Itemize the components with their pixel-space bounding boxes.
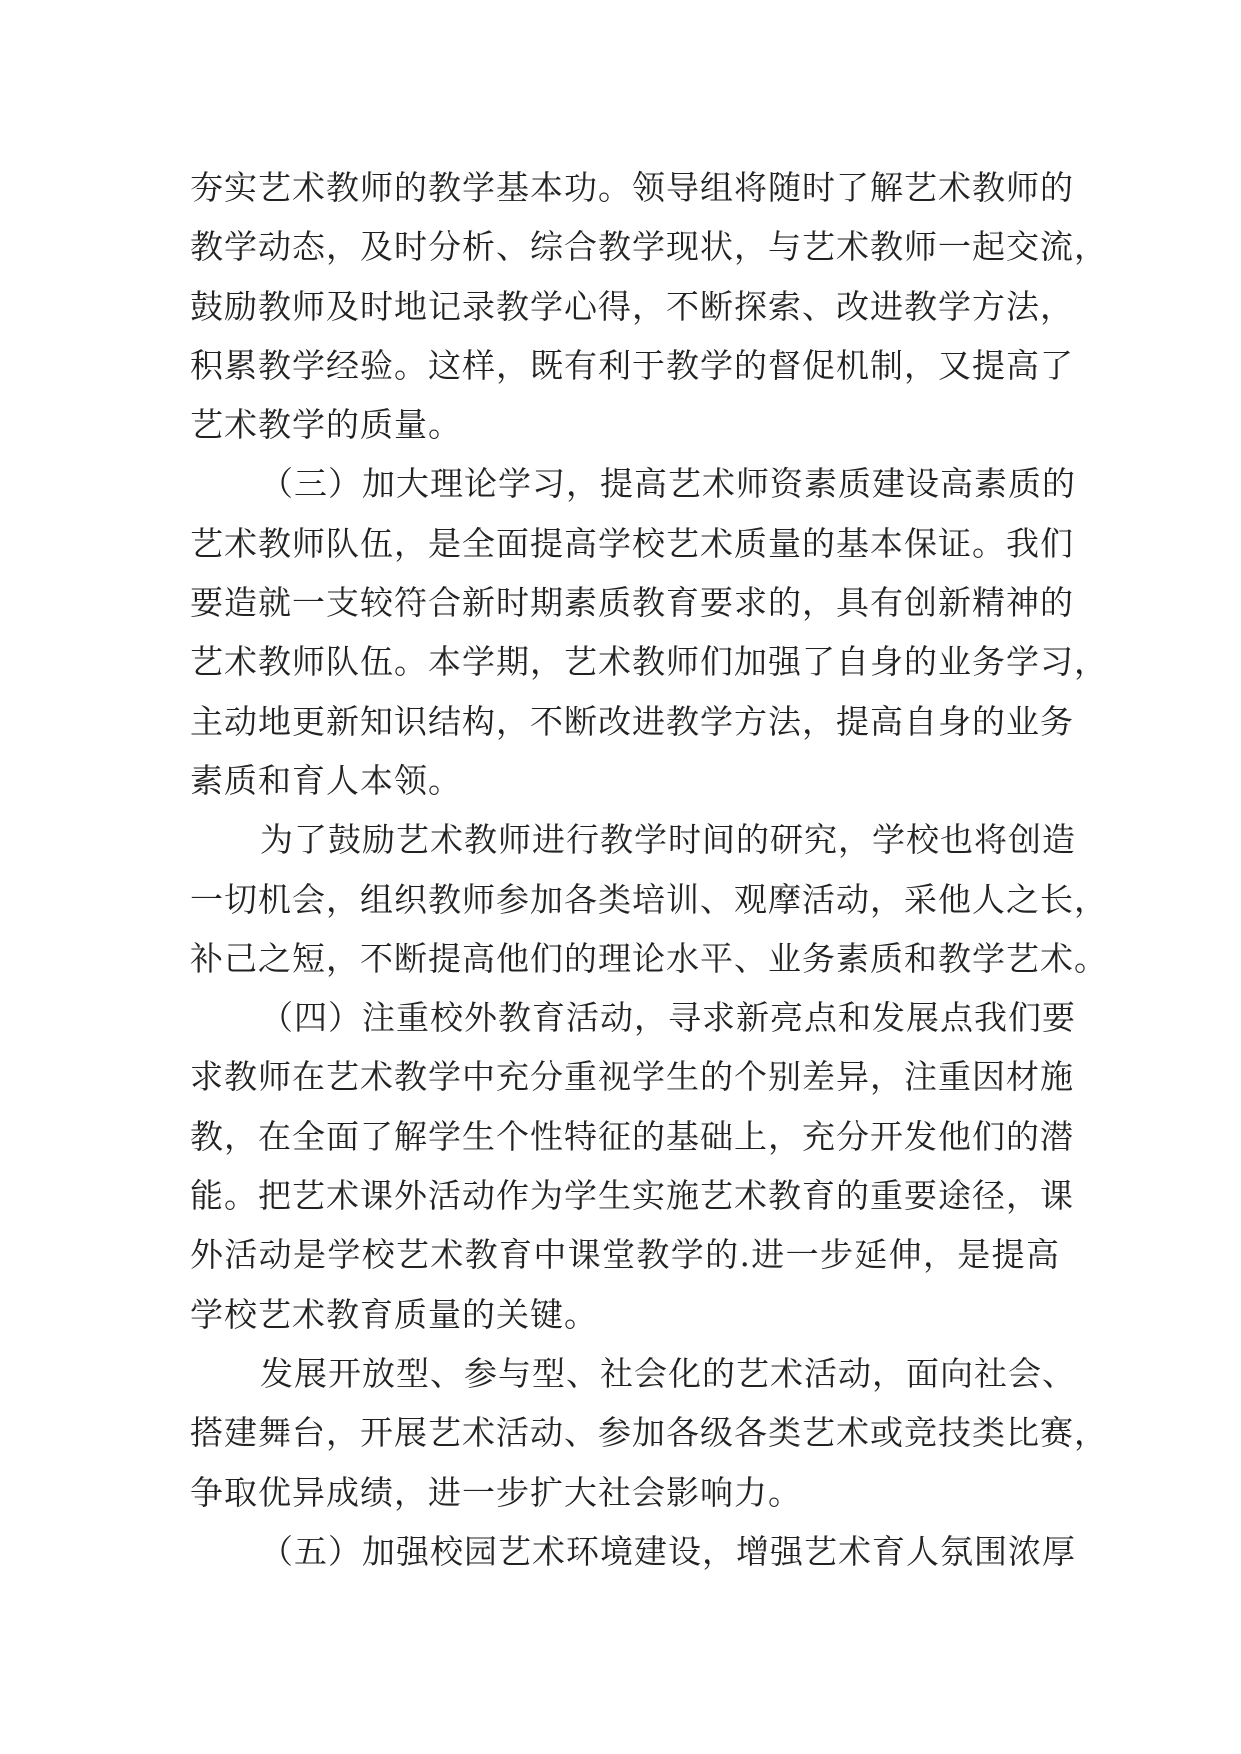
text-line: 补己之短，不断提高他们的理论水平、业务素质和教学艺术。: [190, 938, 1108, 978]
section-heading-line: （四）注重校外教育活动，寻求新亮点和发展点我们要: [260, 998, 1076, 1038]
text-line: 艺术教学的质量。: [190, 405, 462, 445]
text-line: 主动地更新知识结构，不断改进教学方法，提高自身的业务: [190, 701, 1074, 741]
body-text: [190, 158, 1108, 1581]
section-heading-line: （五）加强校园艺术环境建设，增强艺术育人氛围浓厚: [260, 1531, 1076, 1571]
text-line: 艺术教师队伍。本学期，艺术教师们加强了自身的业务学习，: [190, 642, 1108, 682]
text-line: 搭建舞台，开展艺术活动、参加各级各类艺术或竞技类比赛，: [190, 1413, 1108, 1453]
text-line: 要造就一支较符合新时期素质教育要求的，具有创新精神的: [190, 583, 1074, 623]
section-heading-line: （三）加大理论学习，提高艺术师资素质建设高素质的: [260, 464, 1076, 504]
text-line: 争取优异成绩，进一步扩大社会影响力。: [190, 1472, 802, 1512]
text-line: 教学动态，及时分析、综合教学现状，与艺术教师一起交流，: [190, 227, 1108, 267]
text-line: 艺术教师队伍，是全面提高学校艺术质量的基本保证。我们: [190, 523, 1074, 563]
text-line: 素质和育人本领。: [190, 760, 462, 800]
text-line: 能。把艺术课外活动作为学生实施艺术教育的重要途径，课: [190, 1176, 1074, 1216]
text-line: 学校艺术教育质量的关键。: [190, 1294, 598, 1334]
paragraph-start-line: 发展开放型、参与型、社会化的艺术活动，面向社会、: [260, 1353, 1076, 1393]
text-line: 鼓励教师及时地记录教学心得，不断探索、改进教学方法，: [190, 286, 1074, 326]
text-line: 教，在全面了解学生个性特征的基础上，充分开发他们的潜: [190, 1116, 1074, 1156]
text-line: 外活动是学校艺术教育中课堂教学的.进一步延伸，是提高: [190, 1235, 1060, 1275]
text-line: 夯实艺术教师的教学基本功。领导组将随时了解艺术教师的: [190, 168, 1074, 207]
text-line: 积累教学经验。这样，既有利于教学的督促机制，又提高了: [190, 345, 1074, 385]
text-line: 求教师在艺术教学中充分重视学生的个别差异，注重因材施: [190, 1057, 1074, 1097]
paragraph-start-line: 为了鼓励艺术教师进行教学时间的研究，学校也将创造: [260, 820, 1076, 860]
text-line: 一切机会，组织教师参加各类培训、观摩活动，采他人之长，: [190, 879, 1108, 919]
